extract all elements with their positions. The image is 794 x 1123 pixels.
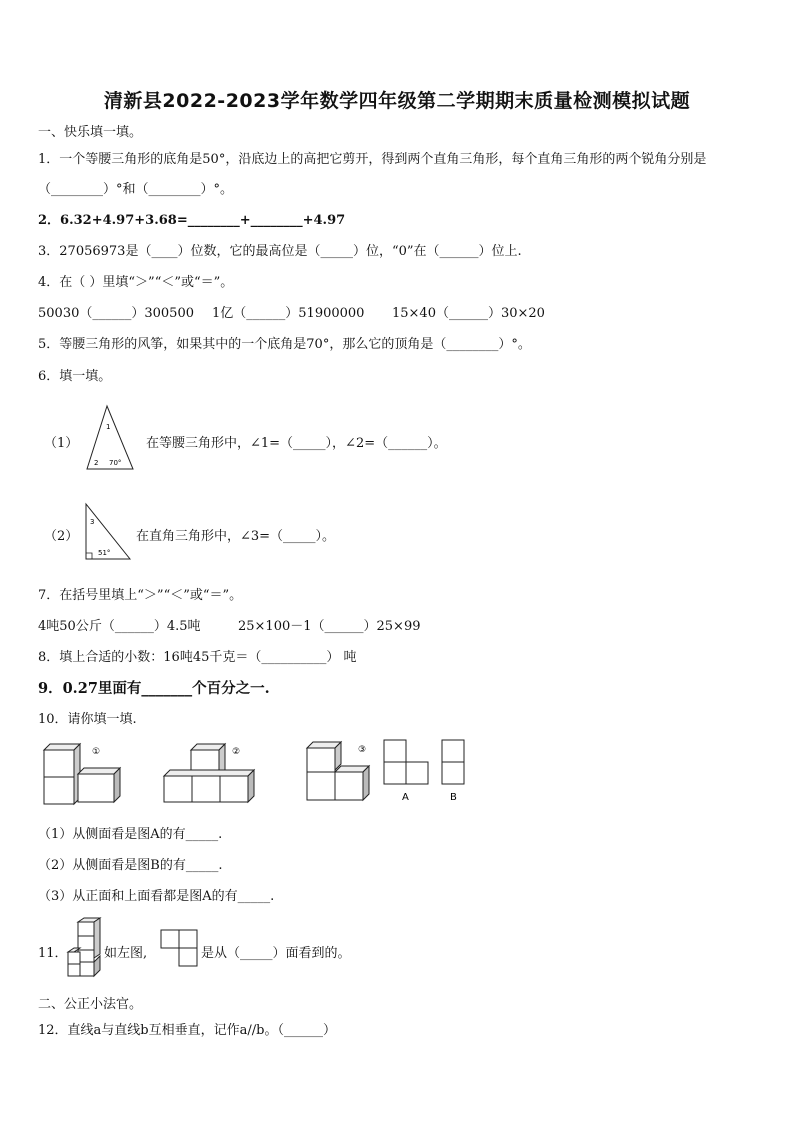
angle-3-label: 3 [90, 518, 95, 526]
view-grid-shape [160, 929, 200, 969]
section-1-heading: 一、快乐填一填。 [38, 125, 143, 140]
question-4-item: 15×40（______）30×20 [392, 306, 545, 321]
question-11-text-a: 如左图, [104, 946, 148, 961]
angle-1-label: 1 [106, 423, 111, 431]
question-4-item: 50030（______）300500 [38, 306, 194, 321]
question-10-2: （2）从侧面看是图B的有_____. [38, 858, 223, 873]
view-a-label: A [402, 792, 409, 803]
figure-3-label: ③ [358, 745, 367, 755]
question-11-text-b: 是从（_____）面看到的。 [201, 946, 351, 961]
isosceles-triangle-figure [85, 405, 135, 471]
question-10: 10．请你填一填. [38, 712, 137, 727]
question-11-number: 11． [38, 946, 68, 961]
question-12: 12．直线a与直线b互相垂直，记作a//b。（______） [38, 1023, 336, 1038]
question-6: 6．填一填。 [38, 369, 112, 384]
cube-stack-1 [44, 744, 120, 804]
page-title: 清新县2022-2023学年数学四年级第二学期期末质量检测模拟试题 [103, 90, 691, 112]
question-6-1-label: （1） [44, 436, 79, 451]
angle-given-label: 70° [109, 459, 122, 467]
view-b-shape [442, 740, 464, 784]
figure-2-label: ② [232, 747, 241, 757]
question-1-line-1: 1．一个等腰三角形的底角是50°，沿底边上的高把它剪开，得到两个直角三角形，每个直角三角形的两个锐角分别是 [38, 152, 707, 167]
cube-stack-2 [164, 744, 254, 802]
question-9: 9．0.27里面有_______个百分之一. [38, 680, 270, 697]
question-6-2-text: 在直角三角形中，∠3=（_____）。 [136, 529, 336, 544]
question-6-2-label: （2） [44, 529, 79, 544]
view-b-label: B [450, 792, 457, 803]
question-8: 8．填上合适的小数：16吨45千克＝（__________） 吨 [38, 650, 357, 665]
angle-2-label: 2 [94, 459, 99, 467]
question-6-1-text: 在等腰三角形中，∠1=（_____），∠2=（______）。 [146, 436, 447, 451]
question-2: 2．6.32+4.97+3.68=________+________+4.97 [38, 213, 346, 228]
question-10-3: （3）从正面和上面看都是图A的有_____. [38, 889, 275, 904]
figure-1-label: ① [92, 747, 101, 757]
question-4-item: 1亿（______）51900000 [212, 306, 365, 321]
question-7: 7．在括号里填上“＞”“＜”或“＝”。 [38, 588, 243, 603]
angle-given-label: 51° [98, 549, 111, 557]
section-2-heading: 二、公正小法官。 [38, 997, 143, 1012]
view-a-shape [384, 740, 428, 784]
question-4: 4．在（ ）里填“＞”“＜”或“＝”。 [38, 275, 234, 290]
question-7-item: 4吨50公斤（______）4.5吨 [38, 619, 201, 634]
question-7-item: 25×100－1（______）25×99 [238, 619, 421, 634]
question-10-1: （1）从侧面看是图A的有_____. [38, 827, 223, 842]
question-5: 5．等腰三角形的风筝，如果其中的一个底角是70°，那么它的顶角是（________）°。 [38, 337, 531, 352]
question-1-line-2: （________）°和（________）°。 [38, 182, 234, 197]
cube-views-figure [38, 738, 478, 808]
cube-pile-figure [64, 916, 104, 978]
question-3: 3．27056973是（____）位数，它的最高位是（_____）位，“0”在（______）位上. [38, 244, 522, 259]
right-triangle-figure [84, 502, 132, 562]
